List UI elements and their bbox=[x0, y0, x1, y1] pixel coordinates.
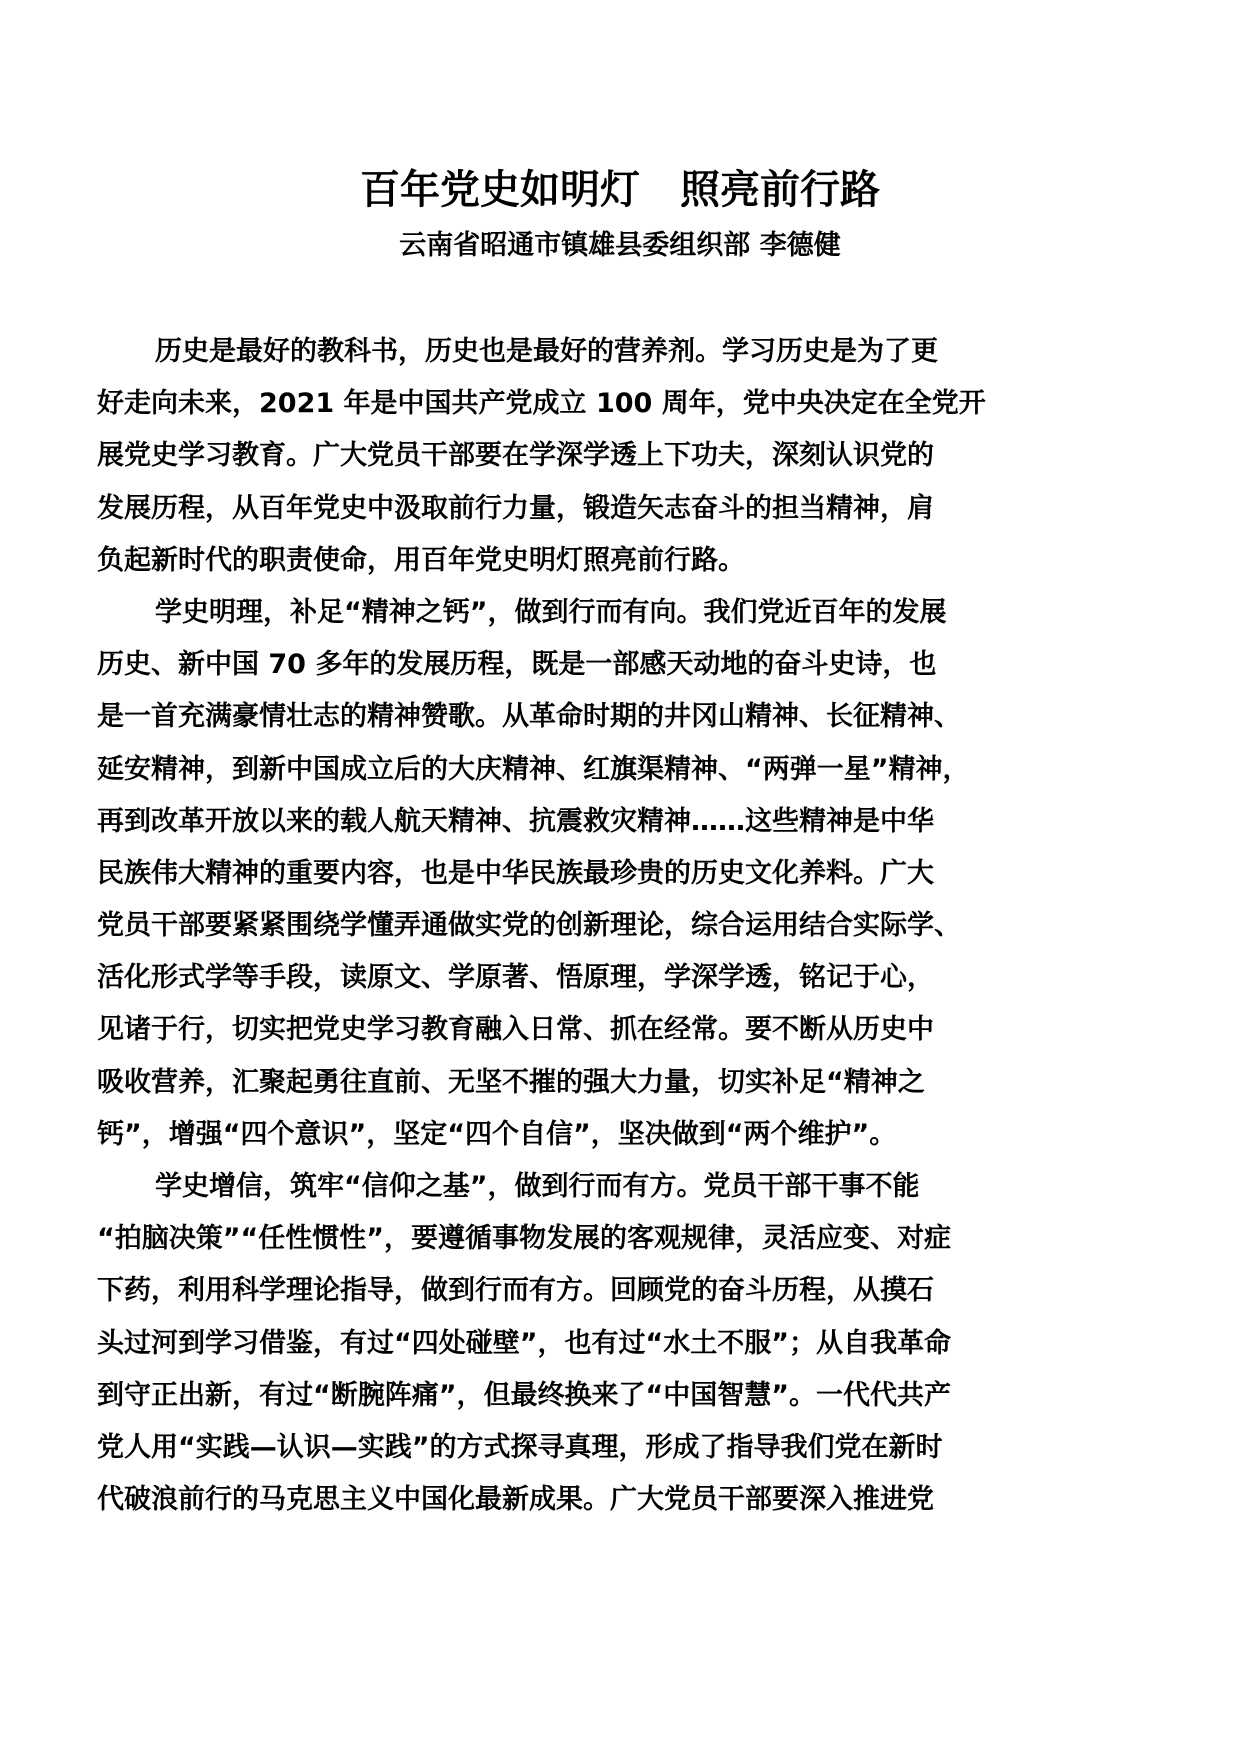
paragraph-line: 代破浪前行的马克思主义中国化最新成果。广大党员干部要深入推进党 bbox=[97, 1484, 934, 1516]
paragraph-line: 是一首充满豪情壮志的精神赞歌。从革命时期的井冈山精神、长征精神、 bbox=[97, 701, 961, 733]
paragraph-line: 好走向未来，2021 年是中国共产党成立 100 周年，党中央决定在全党开 bbox=[97, 388, 986, 420]
article-body bbox=[97, 326, 1177, 1526]
paragraph-line: 发展历程，从百年党史中汲取前行力量，锻造矢志奋斗的担当精神，肩 bbox=[97, 492, 934, 524]
paragraph-line: 再到改革开放以来的载人航天精神、抗震救灾精神……这些精神是中华 bbox=[97, 805, 934, 837]
paragraph-line: 学史增信，筑牢“信仰之基”，做到行而有方。党员干部干事不能 bbox=[155, 1171, 920, 1202]
paragraph-line: 延安精神，到新中国成立后的大庆精神、红旗渠精神、“两弹一星”精神， bbox=[97, 753, 970, 785]
paragraph-line: 党人用“实践—认识—实践”的方式探寻真理，形成了指导我们党在新时 bbox=[97, 1431, 943, 1463]
paragraph-line: 到守正出新，有过“断腕阵痛”，但最终换来了“中国智慧”。一代代共产 bbox=[97, 1379, 951, 1411]
paragraph bbox=[97, 1161, 1177, 1526]
paragraph bbox=[97, 587, 1177, 1161]
document-title: 百年党史如明灯 照亮前行路 bbox=[360, 167, 880, 213]
paragraph-line: 展党史学习教育。广大党员干部要在学深学透上下功夫，深刻认识党的 bbox=[97, 440, 934, 472]
paragraph-line: 民族伟大精神的重要内容，也是中华民族最珍贵的历史文化养料。广大 bbox=[97, 857, 934, 889]
paragraph-line: 见诸于行，切实把党史学习教育融入日常、抓在经常。要不断从历史中 bbox=[97, 1014, 934, 1046]
paragraph-line: 历史是最好的教科书，历史也是最好的营养剂。学习历史是为了更 bbox=[155, 336, 938, 367]
paragraph-line: 钙”，增强“四个意识”，坚定“四个自信”，坚决做到“两个维护”。 bbox=[97, 1118, 897, 1150]
paragraph-line: 负起新时代的职责使命，用百年党史明灯照亮前行路。 bbox=[97, 544, 745, 576]
author-byline: 云南省昭通市镇雄县委组织部 李德健 bbox=[399, 230, 841, 261]
paragraph bbox=[97, 326, 1177, 587]
paragraph-line: 吸收营养，汇聚起勇往直前、无坚不摧的强大力量，切实补足“精神之 bbox=[97, 1066, 925, 1098]
paragraph-line: 党员干部要紧紧围绕学懂弄通做实党的创新理论，综合运用结合实际学、 bbox=[97, 910, 961, 942]
paragraph-line: 头过河到学习借鉴，有过“四处碰壁”，也有过“水土不服”；从自我革命 bbox=[97, 1327, 951, 1359]
paragraph-line: 学史明理，补足“精神之钙”，做到行而有向。我们党近百年的发展 bbox=[155, 596, 947, 628]
paragraph-line: 活化形式学等手段，读原文、学原著、悟原理，学深学透，铭记于心， bbox=[97, 962, 934, 994]
paragraph-line: 下药，利用科学理论指导，做到行而有方。回顾党的奋斗历程，从摸石 bbox=[97, 1275, 934, 1307]
paragraph-line: 历史、新中国 70 多年的发展历程，既是一部感天动地的奋斗史诗，也 bbox=[97, 649, 937, 681]
paragraph-line: “拍脑决策”“任性惯性”，要遵循事物发展的客观规律，灵活应变、对症 bbox=[97, 1223, 951, 1255]
